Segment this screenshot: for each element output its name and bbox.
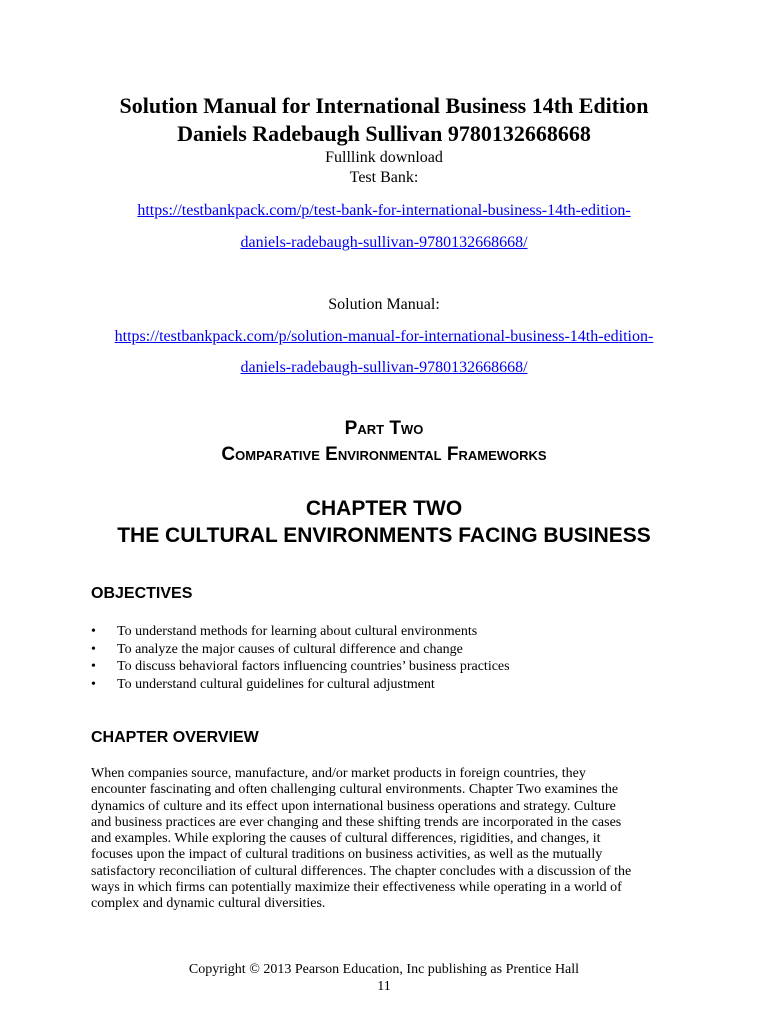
- chapter-number: CHAPTER TWO: [305, 497, 463, 520]
- document-title: [0, 92, 768, 148]
- objectives-list: [91, 623, 510, 693]
- page-footer: [0, 961, 768, 995]
- copyright-text: Copyright © 2013 Pearson Education, Inc publishing as Prentice Hall: [188, 962, 580, 977]
- paragraph-line: dynamics of culture and its effect upon international business operations and strategy. Culture: [91, 798, 616, 814]
- solution-manual-link-line-1[interactable]: https://testbankpack.com/p/solution-manual-for-international-business-14th-edition-: [114, 328, 654, 345]
- test-bank-label: Test Bank:: [349, 169, 419, 186]
- solution-manual-label: Solution Manual:: [328, 296, 440, 313]
- part-title: Part Two: [344, 418, 424, 439]
- objective-text: To understand methods for learning about cultural environments: [117, 624, 478, 639]
- list-item: [91, 641, 510, 659]
- bullet-icon: •: [91, 641, 96, 657]
- objective-text: To analyze the major causes of cultural difference and change: [117, 641, 463, 657]
- objectives-heading: OBJECTIVES: [91, 585, 193, 602]
- paragraph-line: ways in which firms can potentially maximize their effectiveness while operating in a world of: [91, 880, 622, 896]
- bullet-icon: •: [91, 676, 96, 692]
- title-line-2: Daniels Radebaugh Sullivan 9780132668668: [177, 121, 591, 146]
- part-subtitle: Comparative Environmental Frameworks: [221, 444, 547, 465]
- test-bank-link-line-1[interactable]: https://testbankpack.com/p/test-bank-for-international-business-14th-edition-: [137, 202, 631, 219]
- title-line-1: Solution Manual for International Business 14th Edition: [119, 93, 649, 118]
- paragraph-line: satisfactory reconciliation of cultural differences. The chapter concludes with a discussion of the: [91, 863, 632, 879]
- list-item: [91, 623, 510, 641]
- fulllink-label: Fulllink download: [325, 149, 443, 166]
- chapter-title: THE CULTURAL ENVIRONMENTS FACING BUSINESS: [117, 524, 651, 547]
- objective-text: To discuss behavioral factors influencing countries’ business practices: [117, 659, 510, 674]
- test-bank-link-line-2[interactable]: daniels-radebaugh-sullivan-9780132668668/: [240, 234, 528, 251]
- paragraph-line: and examples. While exploring the causes of cultural differences, rigidities, and changes, it: [91, 831, 601, 847]
- objective-text: To understand cultural guidelines for cultural adjustment: [117, 676, 435, 692]
- list-item: [91, 676, 510, 694]
- paragraph-line: focuses upon the impact of cultural traditions on business activities, as well as the mutually: [91, 847, 603, 863]
- paragraph-line: encounter fascinating and often challenging cultural environments. Chapter Two examines the: [91, 782, 619, 798]
- bullet-icon: •: [91, 624, 96, 639]
- paragraph-line: and business practices are ever changing and these shifting trends are incorporated in the cases: [91, 814, 622, 830]
- list-item: [91, 658, 510, 676]
- paragraph-line: When companies source, manufacture, and/or market products in foreign countries, they: [91, 766, 586, 781]
- chapter-overview-paragraph: [91, 766, 681, 913]
- paragraph-line: complex and dynamic cultural diversities.: [91, 896, 326, 912]
- chapter-overview-heading: CHAPTER OVERVIEW: [91, 729, 259, 746]
- solution-manual-link-line-2[interactable]: daniels-radebaugh-sullivan-9780132668668/: [240, 359, 528, 376]
- page-number: 11: [377, 979, 391, 994]
- bullet-icon: •: [91, 659, 96, 674]
